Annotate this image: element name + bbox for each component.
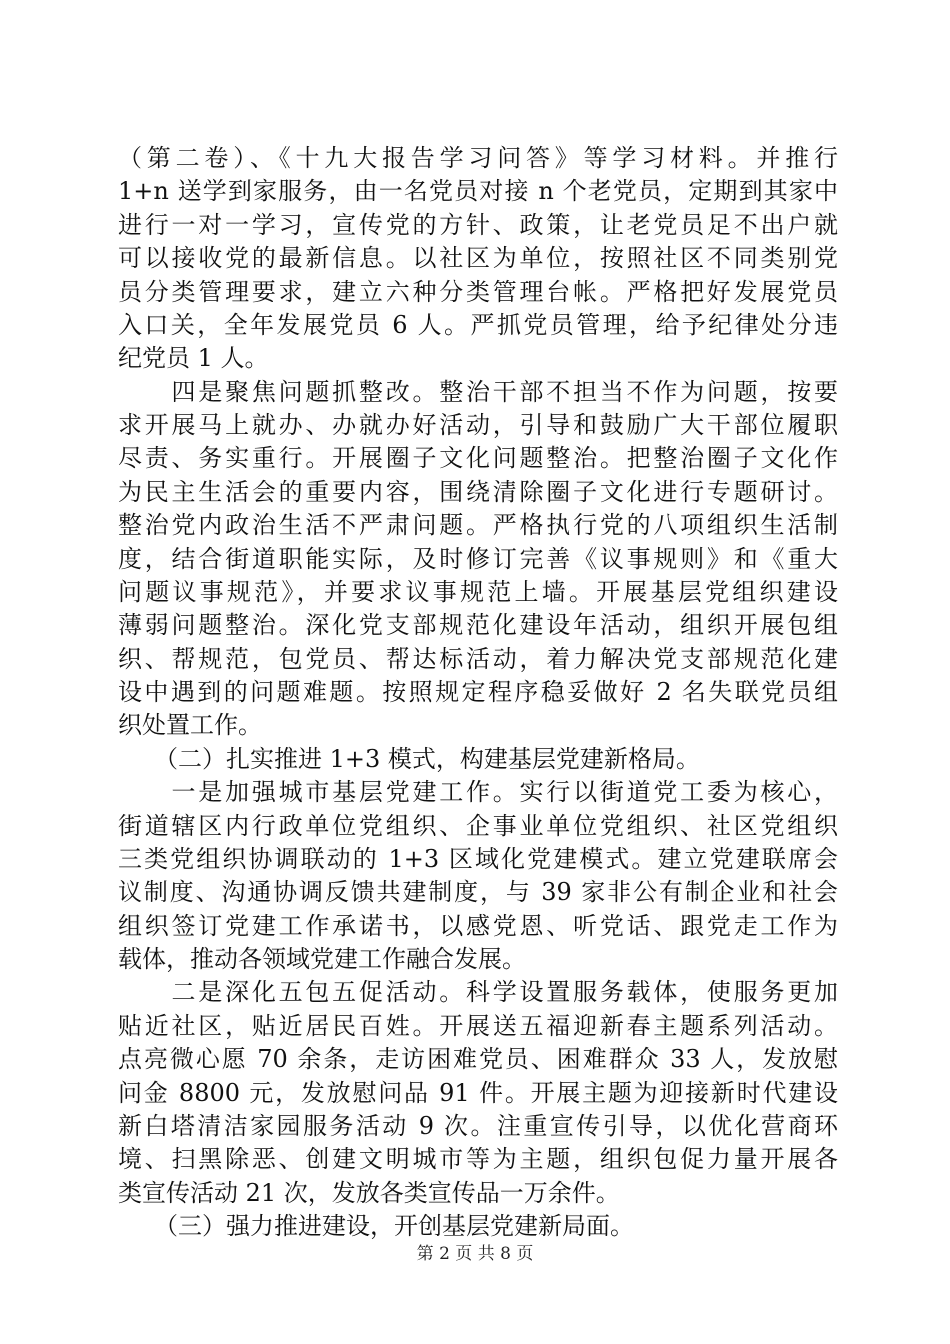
text-line: 境、扫黑除恶、创建文明城市等为主题，组织包促力量开展各 [118, 1145, 838, 1173]
text-line: 求开展马上就办、办就办好活动，引导和鼓励广大干部位履职 [118, 411, 838, 439]
text-line: 载体，推动各领域党建工作融合发展。 [118, 945, 526, 973]
text-line: 设中遇到的问题难题。按照规定程序稳妥做好 2 名失联党员组 [118, 678, 838, 706]
text-line: 1+n 送学到家服务，由一名党员对接 n 个老党员，定期到其家中 [118, 177, 838, 205]
text-line: 纪党员 1 人。 [118, 344, 269, 372]
section-heading: （三）强力推进建设，开创基层党建新局面。 [118, 1212, 634, 1240]
paragraph-first-line: 一是加强城市基层党建工作。实行以街道党工委为核心， [118, 778, 838, 806]
text-line: 织、帮规范，包党员、帮达标活动，着力解决党支部规范化建 [118, 645, 838, 673]
text-line: 贴近社区，贴近居民百姓。开展送五福迎新春主题系列活动。 [118, 1012, 838, 1040]
text-line: （第二卷）、《十九大报告学习问答》等学习材料。并推行 [118, 144, 838, 172]
text-line: 进行一对一学习，宣传党的方针、政策，让老党员足不出户就 [118, 211, 838, 239]
text-line: 议制度、沟通协调反馈共建制度，与 39 家非公有制企业和社会 [118, 878, 838, 906]
text-line: 整治党内政治生活不严肃问题。严格执行党的八项组织生活制 [118, 511, 838, 539]
text-line: 度，结合街道职能实际，及时修订完善《议事规则》和《重大 [118, 545, 838, 573]
text-line: 员分类管理要求，建立六种分类管理台帐。严格把好发展党员 [118, 278, 838, 306]
paragraph-first-line: 四是聚焦问题抓整改。整治干部不担当不作为问题，按要 [118, 378, 838, 406]
text-line: 问金 8800 元，发放慰问品 91 件。开展主题为迎接新时代建设 [118, 1079, 838, 1107]
text-line: 可以接收党的最新信息。以社区为单位，按照社区不同类别党 [118, 244, 838, 272]
page-footer: 第 2 页 共 8 页 [416, 1244, 534, 1264]
text-line: 薄弱问题整治。深化党支部规范化建设年活动，组织开展包组 [118, 611, 838, 639]
text-line: 入口关，全年发展党员 6 人。严抓党员管理，给予纪律处分违 [118, 311, 838, 339]
text-line: 组织签订党建工作承诺书，以感党恩、听党话、跟党走工作为 [118, 912, 838, 940]
text-line: 类宣传活动 21 次，发放各类宣传品一万余件。 [118, 1179, 620, 1207]
text-line: 为民主生活会的重要内容，围绕清除圈子文化进行专题研讨。 [118, 478, 838, 506]
text-line: 点亮微心愿 70 余条，走访困难党员、困难群众 33 人，发放慰 [118, 1045, 838, 1073]
paragraph-first-line: 二是深化五包五促活动。科学设置服务载体，使服务更加 [118, 978, 838, 1006]
text-line: 街道辖区内行政单位党组织、企事业单位党组织、社区党组织 [118, 812, 838, 840]
text-line: 问题议事规范》，并要求议事规范上墙。开展基层党组织建设 [118, 578, 838, 606]
text-line: 三类党组织协调联动的 1+3 区域化党建模式。建立党建联席会 [118, 845, 838, 873]
text-line: 新白塔清洁家园服务活动 9 次。注重宣传引导，以优化营商环 [118, 1112, 838, 1140]
text-line: 尽责、务实重行。开展圈子文化问题整治。把整治圈子文化作 [118, 444, 838, 472]
text-line: 织处置工作。 [118, 711, 262, 739]
section-heading: （二）扎实推进 1+3 模式，构建基层党建新格局。 [118, 745, 700, 773]
